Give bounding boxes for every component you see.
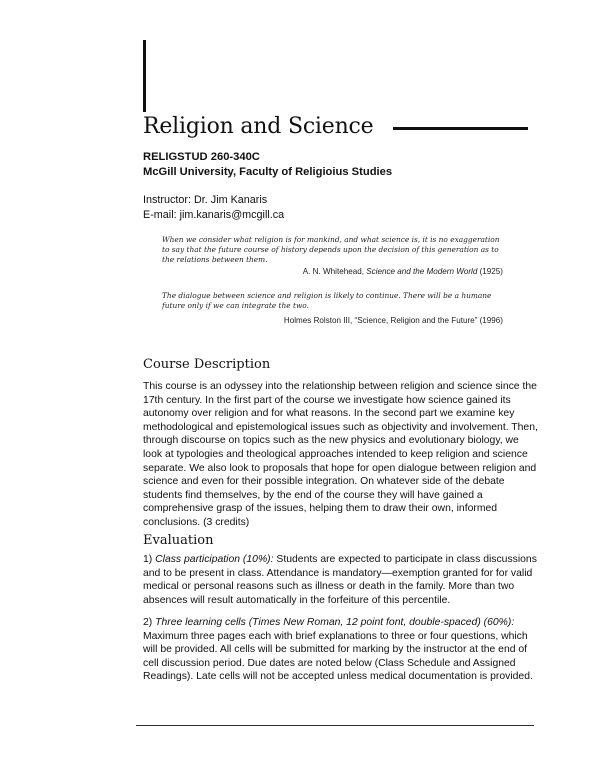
section-heading-evaluation: Evaluation	[143, 533, 214, 548]
evaluation-item-label: Class participation (10%):	[155, 554, 274, 565]
epigraph-attribution-1	[303, 267, 503, 276]
epigraph-attribution-2: Holmes Rolston III, “Science, Religion and the Future” (1996)	[283, 316, 503, 325]
contact-info	[143, 193, 284, 223]
evaluation-item	[143, 553, 539, 607]
page-title: Religion and Science	[143, 114, 374, 139]
evaluation-item-number: 2)	[143, 617, 153, 628]
evaluation-item	[143, 616, 539, 684]
course-description-body: This course is an odyssey into the relationship between religion and science since the 17th century. In the first part of the course we investigate how science gained its autonomy over religion and for what reasons. In the second part we examine key methodological and epistemological issues such as objectivity and involvement. Then, through discourse on topics such as the new physics and evolutionary biology, we look at typologies and theological approaches intended to keep religion and science separate. We also look to proposals that hope for open dialogue between religion and science and even for their possible integration. On whatever side of the debate students find themselves, by the end of the course they will have gained a comprehensive grasp of the issues, helping them to draw their own, informed conclusions. (3 credits)	[143, 381, 538, 528]
epigraph-quote-2: The dialogue between science and religion is likely to continue. There will be a humane future only if we can integrate the two.	[162, 291, 492, 310]
instructor: Instructor: Dr. Jim Kanaris	[143, 194, 268, 206]
evaluation-item-text: Students are expected to participate in class discussions and to be present in class. Attendance is mandatory—exemption granted for for valid medical or personal reasons such as illness or death in the family. More than two absences will result automatically in the forfeiture of this percentile.	[143, 554, 537, 606]
title-rule	[393, 127, 528, 130]
section-heading-course-description: Course Description	[143, 357, 271, 372]
course-info	[143, 150, 392, 180]
email[interactable]: E-mail: jim.kanaris@mcgill.ca	[143, 209, 285, 221]
evaluation-item-number: 1)	[143, 554, 153, 565]
epigraph-quote-1: When we consider what religion is for mankind, and what science is, it is no exaggeration to say that the future course of history depends upon the decision of this generation as to the relations between them.	[162, 235, 500, 264]
attribution-year: (1925)	[479, 267, 503, 276]
institution: McGill University, Faculty of Religioius Studies	[143, 166, 393, 178]
attribution-source: Science and the Modern World	[366, 267, 478, 276]
evaluation-item-text: Maximum three pages each with brief explanations to three or four questions, which will be provided. All cells will be submitted for marking by the instructor at the end of cell discussion period. Due dates are noted below (Class Schedule and Assigned Readings). Late cells will not be accepted unless medical documentation is provided.	[143, 630, 533, 683]
footer-rule	[136, 725, 534, 726]
evaluation-item-label: Three learning cells (Times New Roman, 12 point font, double-spaced) (60%):	[155, 617, 515, 628]
attribution-author: A. N. Whitehead,	[302, 267, 364, 276]
course-code: RELIGSTUD 260-340C	[143, 151, 260, 163]
decorative-vertical-bar	[143, 40, 146, 112]
